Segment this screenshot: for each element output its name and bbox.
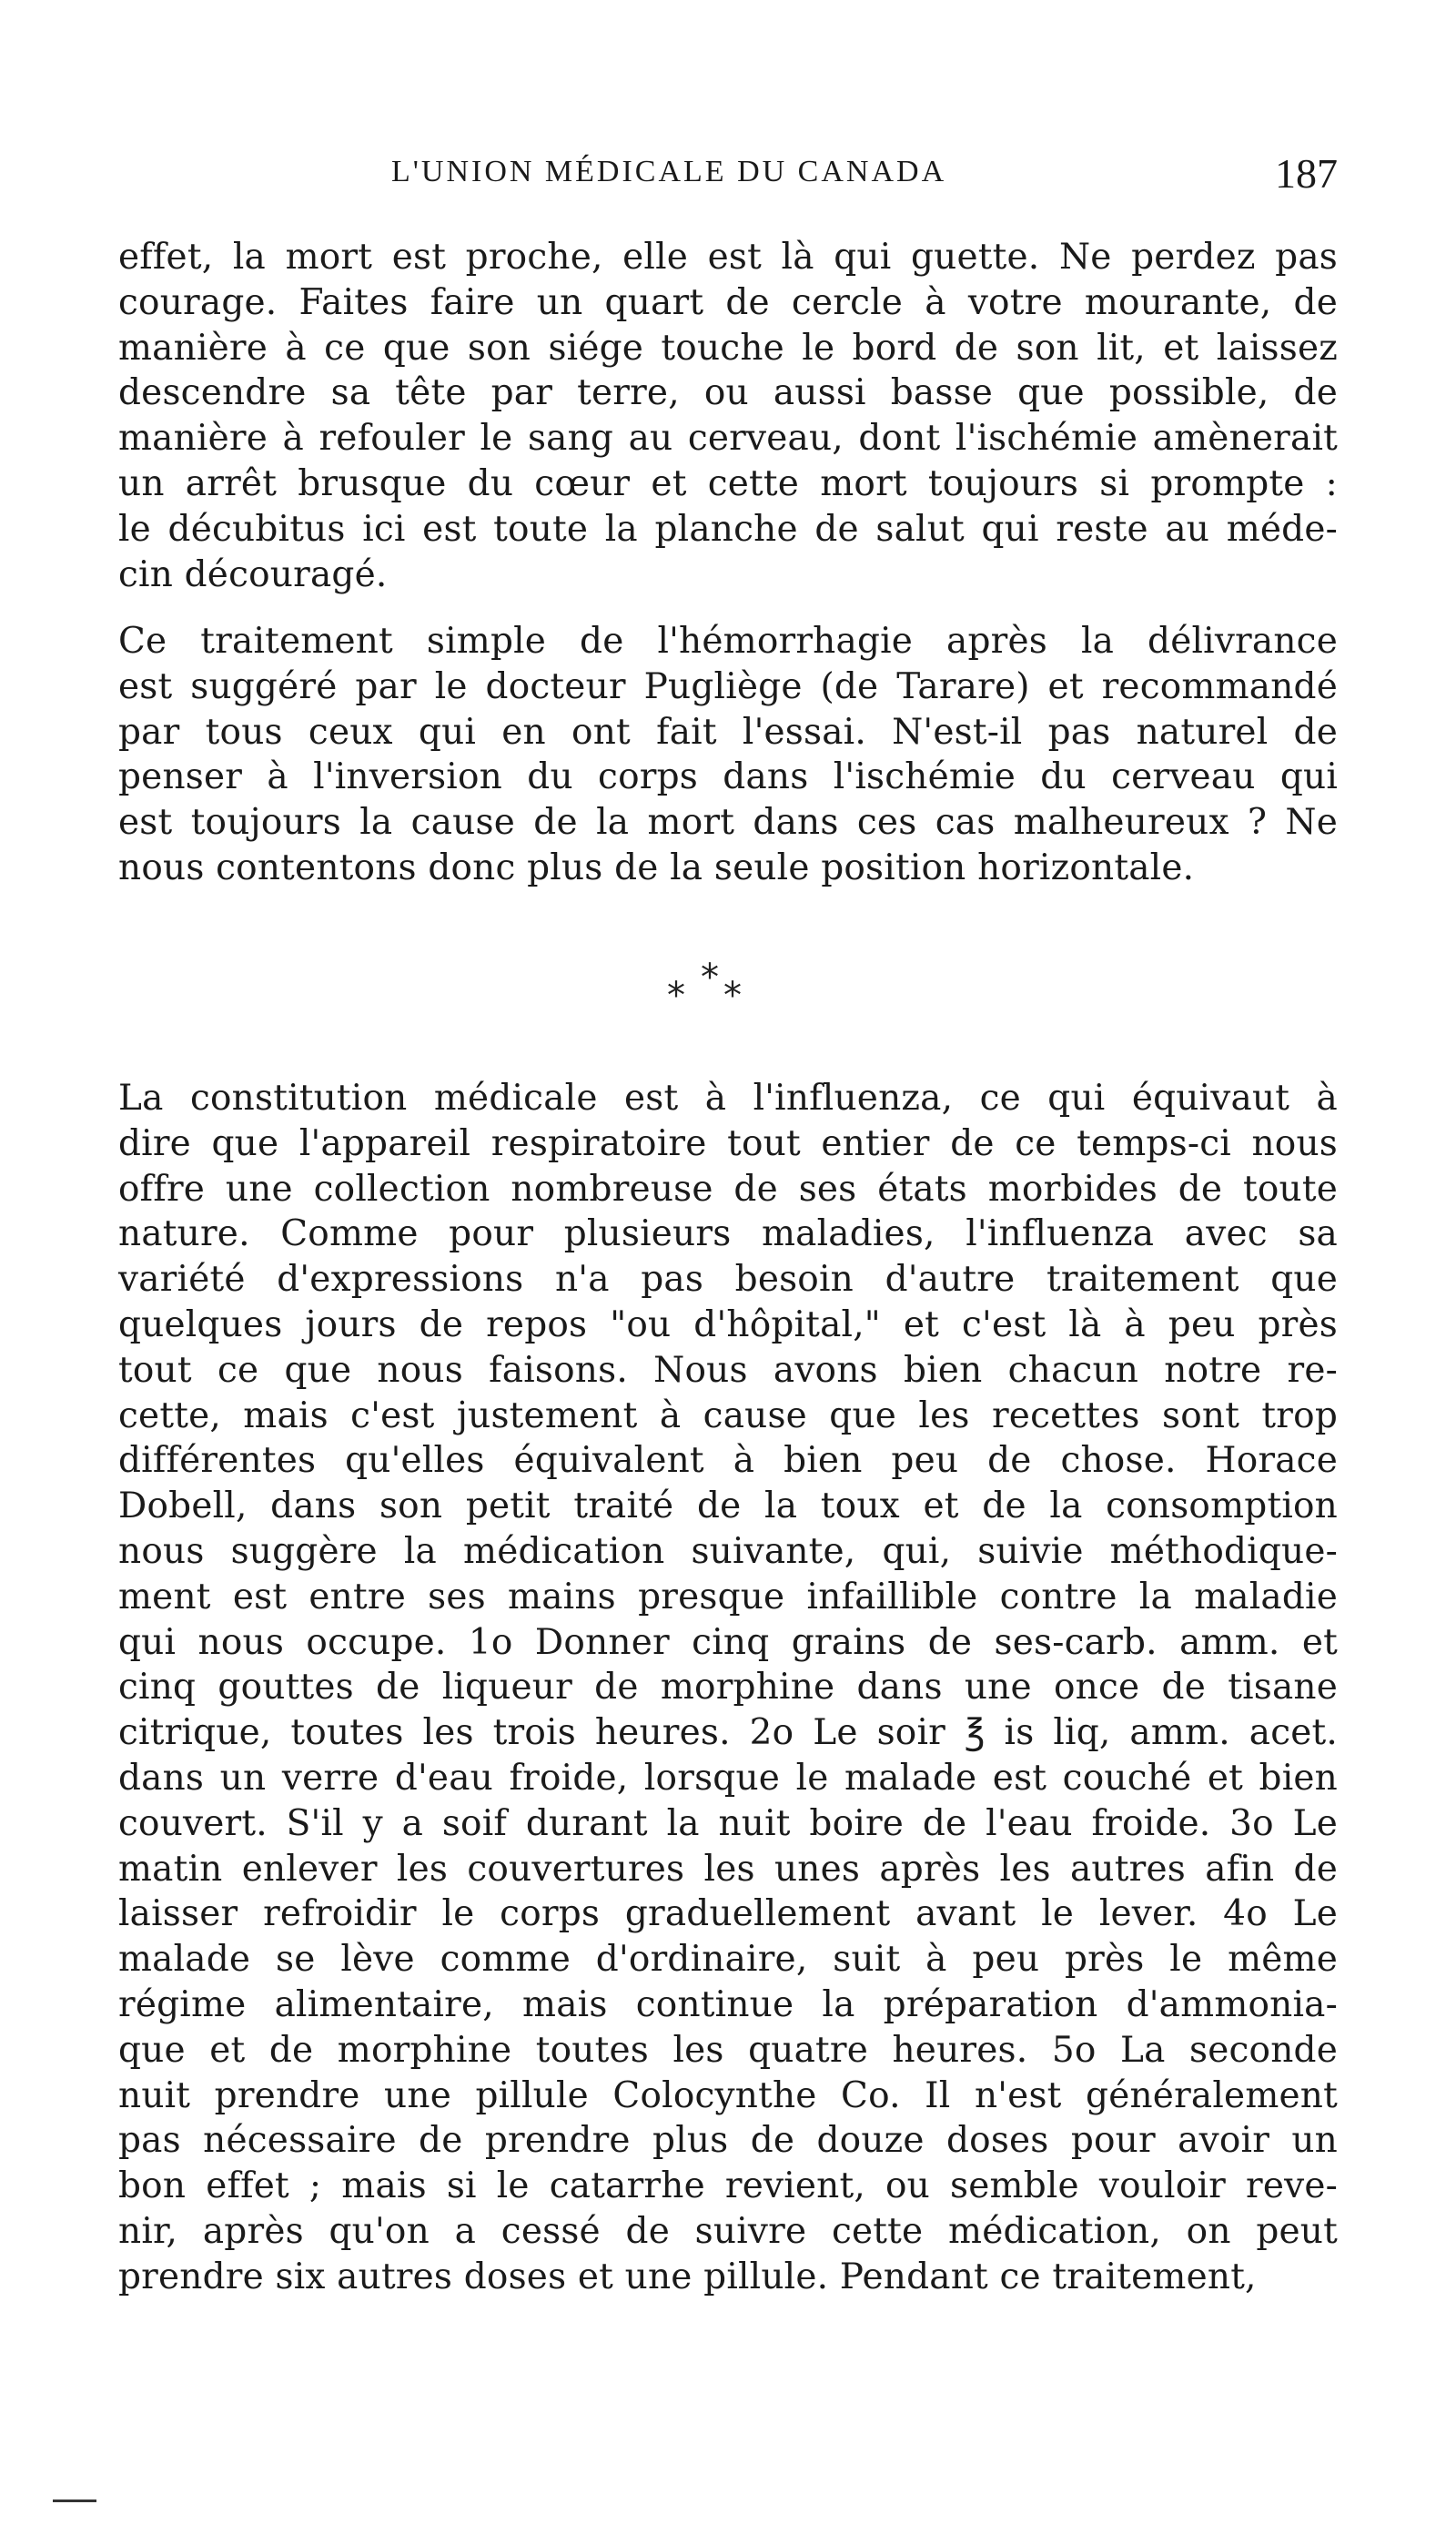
text-line: ment est entre ses mains presque infaillible contre la maladie [118, 1576, 1338, 1617]
text-line: Ce traitement simple de l'hémorrhagie après la délivrance [118, 621, 1338, 662]
text-line: La constitution médicale est à l'influenza, ce qui équivaut à [118, 1078, 1338, 1119]
asterism-star: * [701, 957, 719, 999]
text-line: cinq gouttes de liqueur de morphine dans une once de tisane [118, 1667, 1338, 1709]
text-line: un arrêt brusque du cœur et cette mort toujours si prompte : [118, 462, 1338, 504]
text-line: cette, mais c'est justement à cause que les recettes sont trop [118, 1394, 1338, 1436]
text-line: citrique, toutes les trois heures. 2o Le soir ℥ is liq, amm. acet. [118, 1712, 1338, 1754]
text-line: par tous ceux qui en ont fait l'essai. N'est-il pas naturel de [118, 711, 1338, 753]
paragraph-1 [118, 235, 1338, 597]
text-line: effet, la mort est proche, elle est là qui guette. Ne perdez pas [118, 237, 1338, 278]
text-line: laisser refroidir le corps graduellement avant le lever. 4o Le [118, 1893, 1338, 1935]
text-line: couvert. S'il y a soif durant la nuit boire de l'eau froide. 3o Le [118, 1802, 1338, 1844]
text-line: Dobell, dans son petit traité de la toux et de la consomption [118, 1486, 1338, 1527]
text-line: nous suggère la médication suivante, qui, suivie méthodique- [118, 1530, 1338, 1572]
text-line: descendre sa tête par terre, ou aussi basse que possible, de [118, 372, 1338, 414]
text-line: pas nécessaire de prendre plus de douze doses pour avoir un [118, 2120, 1338, 2162]
text-line: quelques jours de repos "ou d'hôpital," et c'est là à peu près [118, 1303, 1338, 1345]
text-line: tout ce que nous faisons. Nous avons bien chacun notre re- [118, 1349, 1338, 1391]
text-line: courage. Faites faire un quart de cercle à votre mourante, de [118, 281, 1338, 323]
text-line: cin découragé. [118, 553, 388, 595]
paragraph-3 [118, 1076, 1338, 2300]
text-line: nature. Comme pour plusieurs maladies, l'influenza avec sa [118, 1213, 1338, 1255]
paragraph-2 [118, 619, 1338, 891]
text-line: dans un verre d'eau froide, lorsque le malade est couché et bien [118, 1757, 1338, 1799]
asterism-separator [0, 956, 1456, 1019]
page-header [118, 150, 1338, 209]
text-line: offre une collection nombreuse de ses états morbides de toute [118, 1168, 1338, 1210]
text-line: que et de morphine toutes les quatre heures. 5o La seconde [118, 2029, 1338, 2071]
text-line: nuit prendre une pillule Colocynthe Co. Il n'est généralement [118, 2074, 1338, 2116]
text-line: nir, après qu'on a cessé de suivre cette médication, on peut [118, 2210, 1338, 2252]
text-line: est suggéré par le docteur Pugliège (de Tarare) et recommandé [118, 665, 1338, 707]
footer-rule [53, 2500, 96, 2502]
text-line: qui nous occupe. 1o Donner cinq grains de ses-carb. amm. et [118, 1621, 1338, 1663]
text-line: malade se lève comme d'ordinaire, suit à peu près le même [118, 1939, 1338, 1981]
text-line: dire que l'appareil respiratoire tout entier de ce temps-ci nous [118, 1122, 1338, 1164]
asterism-star: * [723, 975, 742, 1017]
text-line: manière à ce que son siége touche le bord de son lit, et laissez [118, 327, 1338, 369]
text-line: nous contentons donc plus de la seule position horizontale. [118, 847, 1195, 888]
asterism-star: * [667, 975, 685, 1017]
text-line: le décubitus ici est toute la planche de salut qui reste au méde- [118, 508, 1338, 550]
text-line: penser à l'inversion du corps dans l'ischémie du cerveau qui [118, 756, 1338, 798]
text-line: variété d'expressions n'a pas besoin d'autre traitement que [118, 1259, 1338, 1301]
text-line: différentes qu'elles équivalent à bien peu de chose. Horace [118, 1440, 1338, 1482]
text-line: est toujours la cause de la mort dans ces cas malheureux ? Ne [118, 802, 1338, 844]
running-title: L'UNION MÉDICALE DU CANADA [391, 155, 947, 188]
text-line: manière à refouler le sang au cerveau, dont l'ischémie amènerait [118, 418, 1338, 460]
text-line: matin enlever les couvertures les unes après les autres afin de [118, 1848, 1338, 1890]
text-line: prendre six autres doses et une pillule. Pendant ce traitement, [118, 2256, 1257, 2297]
text-line: bon effet ; mais si le catarrhe revient, ou semble vouloir reve- [118, 2165, 1338, 2207]
text-line: régime alimentaire, mais continue la préparation d'ammonia- [118, 1983, 1338, 2025]
page-number: 187 [1275, 150, 1338, 197]
